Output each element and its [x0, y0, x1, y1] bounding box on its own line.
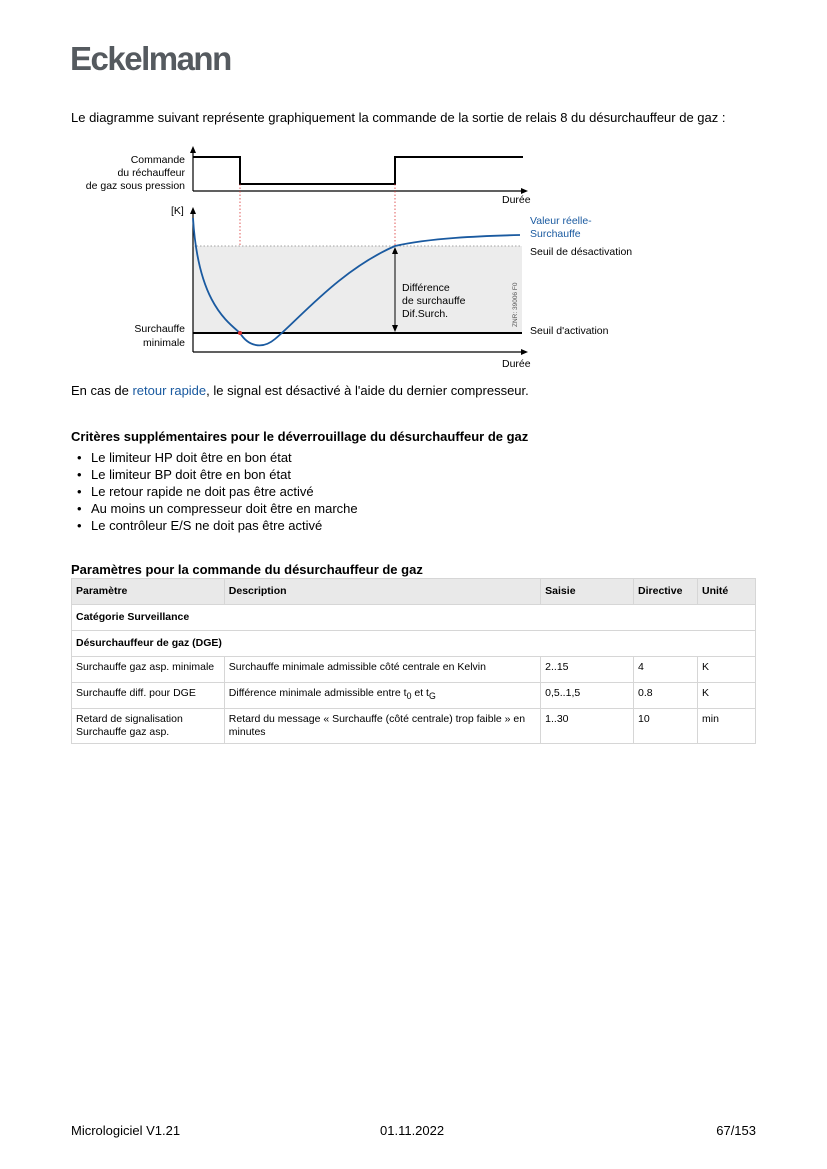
header-param: Paramètre: [72, 579, 225, 605]
table-row: [72, 709, 756, 744]
subcategory-cell: Désurchauffeur de gaz (DGE): [72, 631, 756, 657]
list-item: • Le limiteur HP doit être en bon état: [77, 449, 358, 466]
cell-input: 0,5..1,5: [541, 683, 634, 709]
header-input: Saisie: [541, 579, 634, 605]
note-after: , le signal est désactivé à l'aide du dernier compresseur.: [206, 383, 529, 398]
desc-mid: et t: [411, 687, 429, 699]
cell-description: [224, 683, 540, 709]
subcategory-row: [72, 631, 756, 657]
params-table: [71, 578, 756, 744]
table-row: [72, 657, 756, 683]
cell-description: Surchauffe minimale admissible côté centrale en Kelvin: [224, 657, 540, 683]
footer-version: Micrologiciel V1.21: [71, 1123, 181, 1138]
top-y-arrow: [190, 146, 196, 153]
fast-return-note: [71, 383, 529, 398]
cell-param: Surchauffe diff. pour DGE: [72, 683, 225, 709]
footer-date: 01.11.2022: [380, 1123, 445, 1138]
header-default: Directive: [634, 579, 698, 605]
cell-param: Retard de signalisation Surchauffe gaz asp.: [72, 709, 225, 744]
header-unit: Unité: [698, 579, 756, 605]
min-superheat-label-1: Surchauffe: [134, 323, 185, 335]
header-description: Description: [224, 579, 540, 605]
intro-paragraph: Le diagramme suivant représente graphiquement la commande de la sortie de relais 8 du désurchauffeur de gaz :: [71, 110, 726, 125]
params-heading: Paramètres pour la commande du désurchauffeur de gaz: [71, 562, 423, 577]
cell-default: 10: [634, 709, 698, 744]
brand-logo: Eckelmann: [70, 40, 231, 77]
criteria-list: [77, 449, 358, 534]
activation-point: [238, 331, 242, 335]
cell-unit: K: [698, 683, 756, 709]
cell-description: Retard du message « Surchauffe (côté centrale) trop faible » en minutes: [224, 709, 540, 744]
criteria-heading: Critères supplémentaires pour le déverrouillage du désurchauffeur de gaz: [71, 429, 529, 444]
list-item: • Le retour rapide ne doit pas être activé: [77, 483, 358, 500]
footer-page-number: 67/153: [716, 1123, 756, 1138]
list-item: • Le contrôleur E/S ne doit pas être activé: [77, 517, 358, 534]
relay-signal: [193, 157, 523, 184]
cell-unit: min: [698, 709, 756, 744]
top-label-1: Commande: [130, 154, 185, 166]
category-row: [72, 605, 756, 631]
bottom-duration-label: Durée: [502, 358, 531, 370]
desc-text: Différence minimale admissible entre t: [228, 687, 407, 699]
difference-label-1: Différence: [402, 282, 450, 294]
cell-input: 1..30: [541, 709, 634, 744]
list-item: • Le limiteur BP doit être en bon état: [77, 466, 358, 483]
unit-label: [K]: [171, 205, 184, 217]
top-label-3: de gaz sous pression: [85, 180, 185, 192]
cell-input: 2..15: [541, 657, 634, 683]
cell-param: Surchauffe gaz asp. minimale: [72, 657, 225, 683]
table-row: [72, 683, 756, 709]
note-before: En cas de: [71, 383, 133, 398]
deactivation-threshold-label: Seuil de désactivation: [530, 246, 633, 258]
table-header-row: [72, 579, 756, 605]
control-diagram: [0, 140, 827, 375]
cell-default: 0.8: [634, 683, 698, 709]
cell-default: 4: [634, 657, 698, 683]
hysteresis-band: [193, 246, 522, 333]
difference-label-2: de surchauffe: [402, 295, 466, 307]
subscript-g: G: [428, 691, 436, 702]
min-superheat-label-2: minimale: [142, 337, 185, 349]
top-duration-label: Durée: [502, 194, 531, 206]
category-cell: Catégorie Surveillance: [72, 605, 756, 631]
list-item: • Au moins un compresseur doit être en marche: [77, 500, 358, 517]
figure-code: ZNR: 39006 F0: [512, 282, 519, 327]
bottom-x-arrow: [521, 349, 528, 355]
series-label-2: Surchauffe: [530, 228, 581, 240]
difference-label-3: Dif.Surch.: [402, 308, 449, 320]
subscript-0: 0: [406, 691, 412, 702]
fast-return-link[interactable]: retour rapide: [132, 383, 207, 398]
series-label-1: Valeur réelle-: [530, 215, 592, 227]
activation-threshold-label: Seuil d'activation: [530, 325, 609, 337]
cell-unit: K: [698, 657, 756, 683]
bottom-y-arrow: [190, 207, 196, 214]
top-label-2: du réchauffeur: [117, 167, 185, 179]
